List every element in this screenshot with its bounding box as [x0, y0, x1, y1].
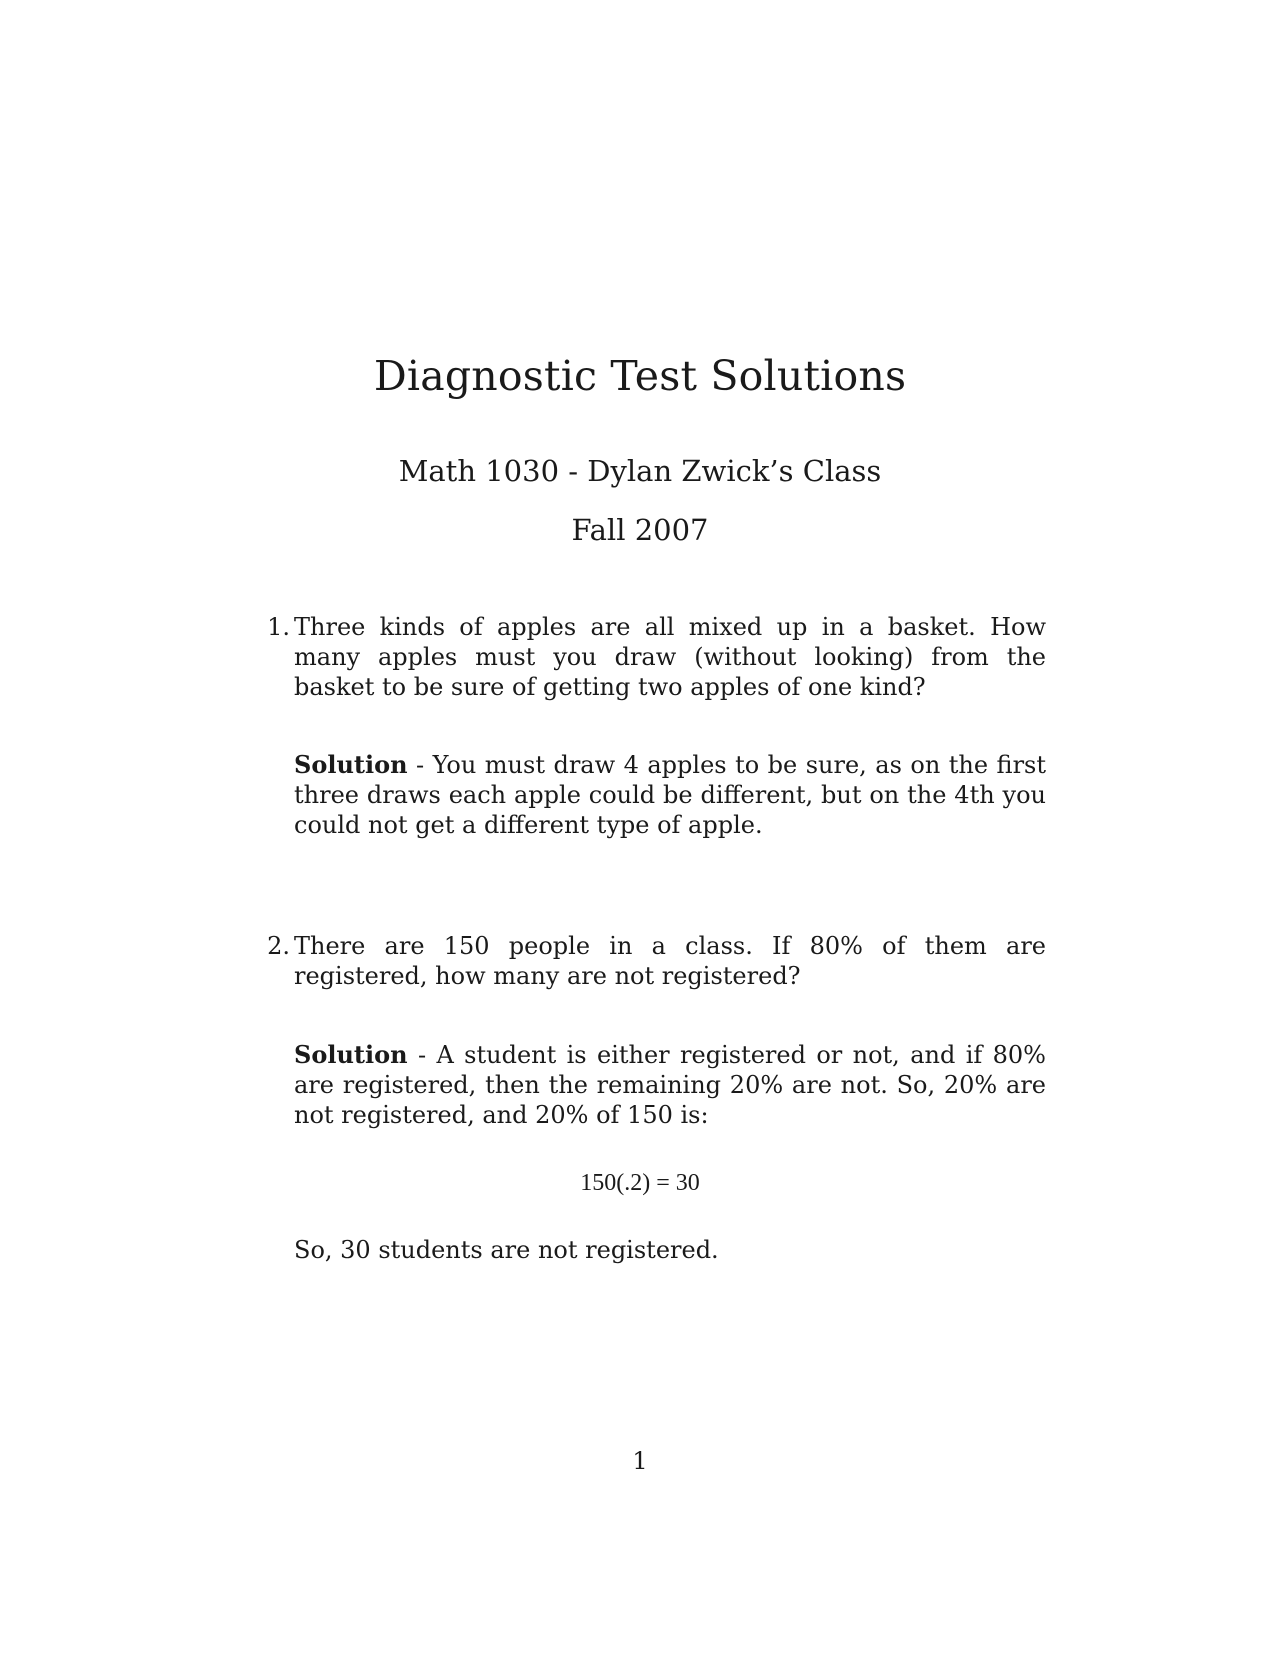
problem-question: There are 150 people in a class. If 80% of them are registered, how many are not registered? [294, 932, 1046, 990]
course-line: Math 1030 - Dylan Zwick’s Class [398, 454, 882, 488]
solution-text: - You must draw 4 apples to be sure, as on the first three draws each apple could be different, but on the 4th you could not get a different type of apple. [294, 751, 1046, 839]
solution-label: Solution [294, 750, 408, 779]
problem-2-solution [294, 1040, 1046, 1130]
problem-1-solution [294, 750, 1046, 840]
solution-label: Solution [294, 1040, 408, 1069]
equation: 150(.2) = 30 [580, 1170, 700, 1196]
solution-text: - A student is either registered or not, and if 80% are registered, then the remaining 20% are not. So, 20% are not registered, and 20% of 150 is: [294, 1041, 1046, 1129]
conclusion: So, 30 students are not registered. [294, 1236, 719, 1264]
page-number: 1 [632, 1447, 648, 1475]
problem-number: 2. [267, 932, 290, 960]
problem-number: 1. [267, 613, 290, 641]
term-line: Fall 2007 [571, 513, 709, 547]
problem-question: Three kinds of apples are all mixed up in a basket. How many apples must you draw (without looking) from the basket to be sure of getting two apples of one kind? [294, 613, 1046, 701]
document-title: Diagnostic Test Solutions [373, 352, 907, 400]
